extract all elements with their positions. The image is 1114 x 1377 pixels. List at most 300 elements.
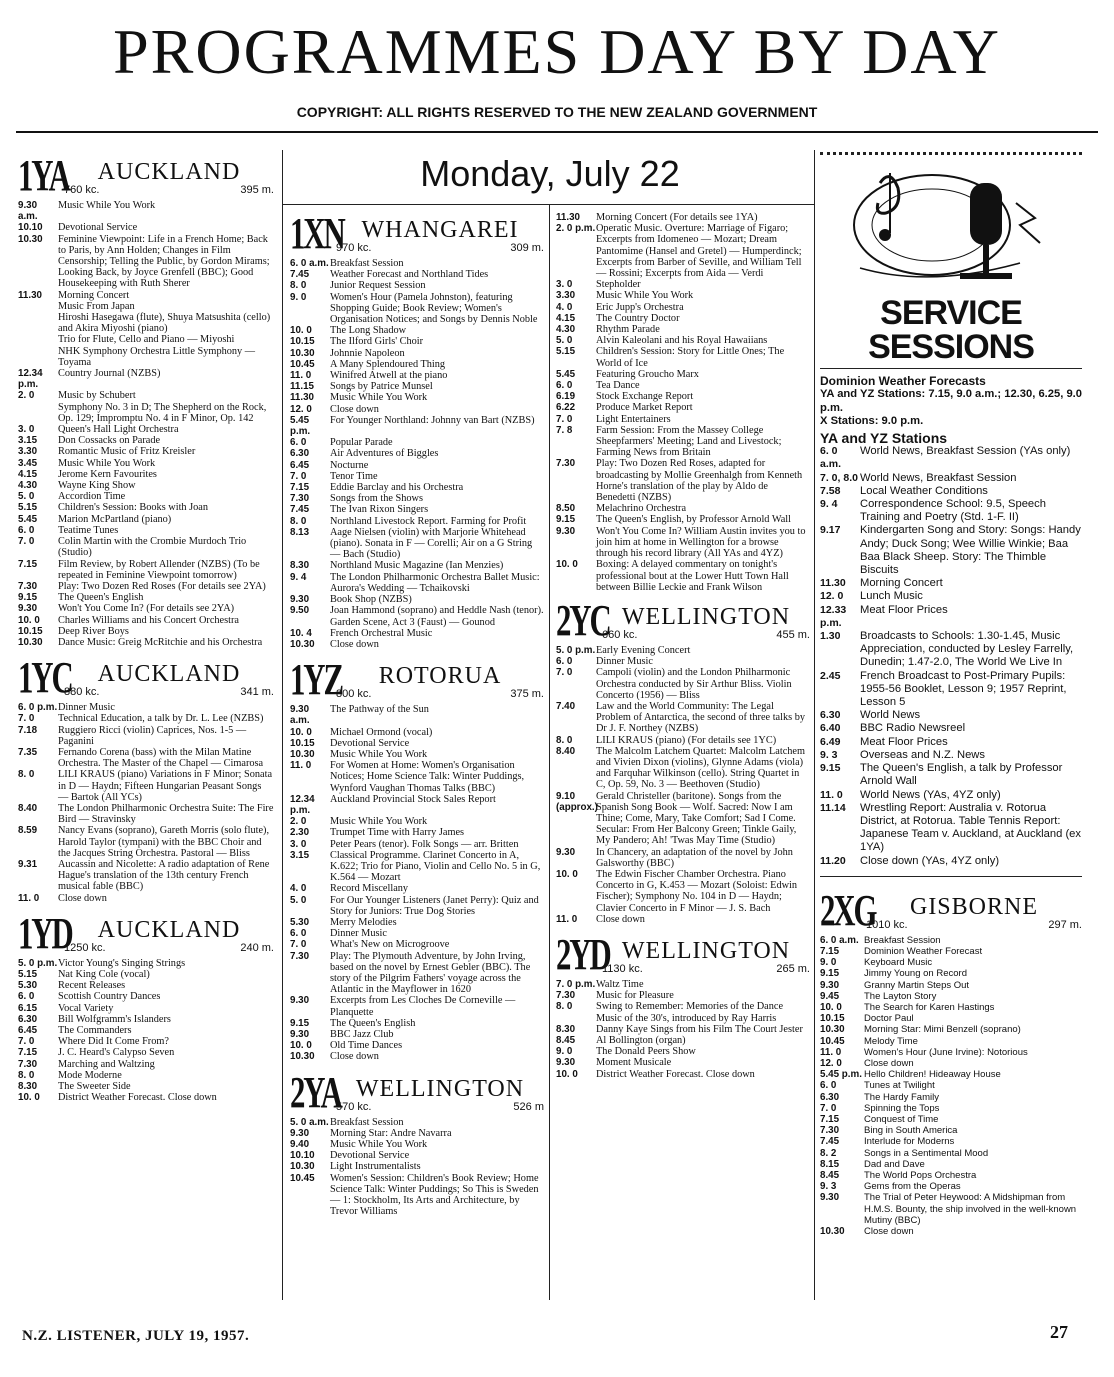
programme-title: Northland Livestock Report. Farming for Profit xyxy=(330,515,527,527)
programme-time: 8. 0 xyxy=(18,769,35,781)
programme-time: 7.58 xyxy=(820,484,841,497)
programme-time: 10.45 xyxy=(290,358,315,370)
programme-time: 7.30 xyxy=(290,493,310,505)
programme-title: Morning Concert (For details see 1YA) xyxy=(596,212,758,223)
programme-title: Bill Wolfgramm's Islanders xyxy=(58,1013,171,1025)
programme-time: 7.15 xyxy=(820,1113,840,1125)
programme-title: Air Adventures of Biggles xyxy=(330,448,439,460)
programme-list xyxy=(290,704,544,1063)
programme-time: 6.30 xyxy=(18,1013,38,1025)
programme-title: Nancy Evans (soprano), Gareth Morris (solo flute), Harold Taylor (tympani) with the BBC Choir and the Jacques String Orchestra. Pastoral — Bliss xyxy=(58,825,270,859)
programme-item xyxy=(290,482,544,493)
programme-time: 9.15 xyxy=(820,968,840,980)
programme-time: 11.14 xyxy=(820,801,846,814)
programme-item xyxy=(290,850,544,884)
programme-item xyxy=(556,335,810,346)
programme-title: Children's Session: Story for Little Ones; The World of Ice xyxy=(596,346,785,369)
programme-title: Marion McPartland (piano) xyxy=(58,513,172,525)
programme-time: 11. 0 xyxy=(820,1046,842,1058)
programme-title: Al Bollington (organ) xyxy=(596,1035,686,1046)
programme-item xyxy=(820,590,1082,603)
programme-item xyxy=(290,504,544,515)
programme-title: Close down (YAs, 4YZ only) xyxy=(860,854,1000,867)
station-name: AUCKLAND xyxy=(97,159,241,185)
programme-time: 6.45 xyxy=(18,1025,38,1036)
programme-item xyxy=(820,445,1082,471)
programme-item xyxy=(820,1181,1082,1192)
programme-time: 4. 0 xyxy=(290,883,307,895)
programme-time: 7.45 xyxy=(290,504,310,516)
day-heading: Monday, July 22 xyxy=(420,153,680,194)
programme-item xyxy=(556,369,810,380)
station-name: WELLINGTON xyxy=(621,937,791,964)
programme-time: 10. 0 xyxy=(290,325,312,337)
programme-title: The Sweeter Side xyxy=(58,1081,131,1093)
programme-item xyxy=(556,380,810,391)
programme-title: Music While You Work xyxy=(330,748,428,760)
programme-time: 8.45 xyxy=(556,1035,576,1046)
programme-title: For Women at Home: Women's Organisation Notices; Home Science Talk: Winter Puddings, Wynford Vaughan Thomas Talks (BBC) xyxy=(330,760,525,794)
programme-time: 10.30 xyxy=(820,1024,845,1036)
programme-item xyxy=(290,951,544,996)
programme-item xyxy=(290,1173,544,1218)
programme-time: 11.15 xyxy=(290,381,314,393)
programme-item xyxy=(18,747,274,769)
programme-title: District Weather Forecast. Close down xyxy=(596,1068,755,1080)
programme-time: 6.40 xyxy=(820,722,841,735)
programme-item xyxy=(556,1069,810,1080)
programme-time: 6.49 xyxy=(820,735,841,748)
programme-time: 9.45 xyxy=(820,990,840,1002)
programme-item xyxy=(820,980,1082,991)
service-sessions-title: SERVICE SESSIONS xyxy=(868,294,1034,367)
programme-item xyxy=(290,1161,544,1172)
programme-time: 5.15 xyxy=(18,502,38,514)
programme-time: 10. 0 xyxy=(290,1040,312,1052)
programme-item xyxy=(18,637,274,648)
programme-title: Morning Concert xyxy=(58,289,130,301)
programme-time: 10. 0 xyxy=(18,1092,40,1104)
programme-title: Songs in a Sentimental Mood xyxy=(864,1147,989,1159)
programme-title: Breakfast Session xyxy=(864,934,941,946)
programme-title: Lunch Music xyxy=(860,590,923,603)
programme-title: Granny Martin Steps Out xyxy=(864,979,970,991)
programme-time: 8.40 xyxy=(556,745,576,757)
programme-item xyxy=(18,1003,274,1014)
programme-item xyxy=(556,791,810,847)
programme-time: 6. 0 xyxy=(18,524,35,536)
programme-item xyxy=(820,498,1082,524)
programme-time: 7.35 xyxy=(18,746,38,758)
column-divider xyxy=(282,150,283,1300)
programme-title: J. C. Heard's Calypso Seven xyxy=(58,1047,175,1059)
programme-item xyxy=(290,292,544,326)
programme-item xyxy=(18,536,274,558)
programme-title: Book Shop (NZBS) xyxy=(330,594,412,606)
programme-time: 8. 0 xyxy=(18,1069,35,1081)
station-call: 2YC xyxy=(556,595,610,645)
programme-time: 9.30 a.m. xyxy=(18,200,38,223)
programme-time: 7.30 xyxy=(556,990,576,1002)
programme-title: Meat Floor Prices xyxy=(860,603,948,616)
programme-title: The Edwin Fischer Chamber Orchestra. Piano Concerto in G, K.453 — Mozart (Soloist: Edwin Fischer); Symphony No. 104 in D — Haydn; Clavier Concerto in F Minor — J. S. Bach xyxy=(596,868,798,914)
programme-item xyxy=(556,645,810,656)
programme-title: The Ilford Girls' Choir xyxy=(330,336,424,348)
programme-item xyxy=(290,325,544,336)
programme-title: Dinner Music xyxy=(58,702,115,714)
programme-item xyxy=(556,914,810,925)
programme-time: 12.33 p.m. xyxy=(820,603,847,629)
programme-time: 10.45 xyxy=(290,1172,315,1184)
programme-title: Scottish Country Dances xyxy=(58,991,161,1003)
programme-title: Popular Parade xyxy=(330,437,393,449)
programme-time: 9.30 xyxy=(556,525,576,537)
programme-time: 7. 0 xyxy=(18,1036,35,1048)
programme-time: 10.15 xyxy=(820,1013,845,1025)
programme-title: The Long Shadow xyxy=(330,325,407,337)
programme-time: 3. 0 xyxy=(18,424,35,436)
programme-item xyxy=(820,1136,1082,1147)
programme-title: Tenor Time xyxy=(330,470,378,482)
programme-item xyxy=(18,514,274,525)
programme-time: 7.15 xyxy=(18,558,38,570)
programme-title: Romantic Music of Fritz Kreisler xyxy=(58,446,196,458)
programme-item xyxy=(820,1226,1082,1237)
programme-title: Victor Young's Singing Strings xyxy=(58,957,186,969)
programme-item xyxy=(290,727,544,738)
programme-list xyxy=(18,958,274,1104)
programme-title: Jimmy Young on Record xyxy=(864,968,967,980)
programme-item xyxy=(556,514,810,525)
station-header-1yc xyxy=(18,653,274,703)
programme-item xyxy=(820,1047,1082,1058)
page-title: PROGRAMMES DAY BY DAY xyxy=(113,16,1001,87)
programme-time: 6. 0 a.m. xyxy=(820,934,859,946)
programme-title: The World Pops Orchestra xyxy=(864,1169,977,1181)
programme-title: Winifred Atwell at the piano xyxy=(330,370,448,382)
station-wavelength: 526 m xyxy=(513,1100,544,1113)
programme-time xyxy=(18,346,58,368)
programme-title: The Queen's English, a talk by Professor Arnold Wall xyxy=(860,762,1063,788)
programme-time: 8.50 xyxy=(556,503,576,515)
programme-item xyxy=(556,847,810,869)
programme-title: Waltz Time xyxy=(596,978,644,990)
programme-time: 10.30 xyxy=(820,1226,845,1237)
programme-time: 6. 0 a.m. xyxy=(820,445,842,471)
programme-title: Light Instrumentalists xyxy=(330,1161,421,1173)
programme-time: 9.30 xyxy=(820,979,840,991)
programme-time: 9.30 xyxy=(820,1192,840,1204)
station-header-2yc xyxy=(556,595,810,645)
programme-time: 9.30 a.m. xyxy=(290,704,310,727)
programme-time xyxy=(18,334,58,345)
programme-time: 8.40 xyxy=(18,802,38,814)
programme-title: The Search for Karen Hastings xyxy=(864,1001,995,1013)
programme-item xyxy=(18,480,274,491)
programme-title: Music While You Work xyxy=(596,290,694,302)
programme-time: 12. 0 xyxy=(820,1057,842,1069)
station-header-1yz xyxy=(290,655,544,705)
programme-item xyxy=(820,577,1082,590)
programme-time: 5.45 xyxy=(18,513,38,525)
programme-item xyxy=(290,995,544,1017)
programme-title: Swing to Remember: Memories of the Dance Music of the 30's, introduced by Ray Harris xyxy=(596,1001,784,1024)
programme-item xyxy=(18,491,274,502)
programme-item xyxy=(290,839,544,850)
programme-item xyxy=(820,736,1082,749)
programme-time: 2.30 xyxy=(290,827,310,839)
programme-item xyxy=(820,935,1082,946)
programme-time: 11.20 xyxy=(820,854,846,867)
programme-item xyxy=(18,368,274,390)
programme-time: 9. 3 xyxy=(820,1181,837,1193)
programme-item xyxy=(18,969,274,980)
programme-title: In Chancery, an adaptation of the novel by John Galsworthy (BBC) xyxy=(596,846,793,869)
programme-time: 5.30 xyxy=(290,916,310,928)
programme-time: 3.30 xyxy=(18,446,38,458)
station-header-1xn xyxy=(290,209,544,258)
programme-title: Teatime Tunes xyxy=(58,524,119,536)
programme-time: 5. 0 xyxy=(290,894,307,906)
programme-title: Local Weather Conditions xyxy=(860,484,988,497)
station-freq: 970 kc. xyxy=(336,242,372,254)
station-call: 1YC xyxy=(18,653,72,703)
programme-item xyxy=(820,1148,1082,1159)
programme-time: 11.30 xyxy=(820,577,846,590)
programme-time: 8.13 xyxy=(290,526,310,538)
programme-title: BBC Radio Newsreel xyxy=(860,722,966,735)
station-freq: 800 kc. xyxy=(336,688,372,701)
programme-title: Gems from the Operas xyxy=(864,1181,961,1193)
programme-title: Trio for Flute, Cello and Piano — Miyoshi xyxy=(58,334,235,346)
programme-time: 3.15 xyxy=(290,849,310,861)
programme-time: 5. 0 p.m. xyxy=(556,644,596,656)
programme-item xyxy=(18,1070,274,1081)
programme-time: 3. 0 xyxy=(556,279,573,291)
programme-item xyxy=(18,1092,274,1103)
programme-title: Close down xyxy=(58,892,107,904)
programme-title: World News (YAs, 4YZ only) xyxy=(860,788,1001,801)
programme-item xyxy=(556,503,810,514)
programme-item xyxy=(290,392,544,403)
programme-title: Boxing: A delayed commentary on tonight's professional bout at the Lower Hutt Town Hall between Billie Leckie and Frank Wilson xyxy=(596,559,789,593)
programme-item xyxy=(18,1081,274,1092)
programme-item xyxy=(290,1018,544,1029)
programme-title: Broadcasts to Schools: 1.30-1.45, Music Appreciation, conducted by Lesley Farrelly, Dunedin; 1.47-2.0, The World We Live In xyxy=(860,630,1074,669)
programme-title: The Hardy Family xyxy=(864,1091,939,1103)
programme-title: Symphony No. 3 in D; The Shepherd on the Rock, Op. 129; Impromptu No. 4 in F Minor, Op. 142 xyxy=(58,401,267,424)
programme-time: 7. 8 xyxy=(556,424,573,436)
programme-time: 7.40 xyxy=(556,700,576,712)
programme-time: 10. 0 xyxy=(556,559,578,571)
programme-time: 12.34 p.m. xyxy=(18,368,43,391)
programme-item xyxy=(820,485,1082,498)
station-name: WELLINGTON xyxy=(621,603,791,630)
programme-time: 9.10 (approx.) xyxy=(556,790,598,813)
programme-time: 4.30 xyxy=(556,324,576,336)
programme-time: 7.30 xyxy=(290,950,310,962)
programme-item xyxy=(290,594,544,605)
programme-time: 9. 3 xyxy=(820,748,838,761)
station-name: GISBORNE xyxy=(909,893,1038,920)
programme-title: French Orchestral Music xyxy=(330,627,433,639)
programme-time xyxy=(18,402,58,424)
programme-title: Feminine Viewpoint: Life in a French Home; Back to Paris, by Ann Holden; Changes in Film Censorship; Telling the Public, by Gordon Mirams; Looking Back, by Joyce Grenfell (BBC); Good Housekeeping with Ruth Sherer xyxy=(58,233,270,290)
programme-time: 6.45 xyxy=(290,459,310,471)
programme-title: Eric Jupp's Orchestra xyxy=(596,301,684,313)
station-wavelength: 395 m. xyxy=(240,184,274,196)
programme-title: Aage Nielsen (violin) with Marjorie Whitehead (piano). Sonata in F — Corelli; Air on a G String — Bach (Studio) xyxy=(330,526,533,561)
programme-item xyxy=(556,701,810,735)
programme-title: Dinner Music xyxy=(596,656,653,668)
programme-title: The London Philharmonic Orchestra Suite: The Fire Bird — Stravinsky xyxy=(58,802,274,826)
column-2 xyxy=(290,208,544,1217)
programme-item xyxy=(18,615,274,626)
programme-title: The Queen's English, by Professor Arnold Wall xyxy=(596,514,792,526)
station-wavelength: 455 m. xyxy=(776,628,810,641)
programme-item xyxy=(556,212,810,223)
programme-time: 10.30 xyxy=(18,636,43,648)
programme-item xyxy=(290,939,544,950)
programme-title: Old Time Dances xyxy=(330,1040,403,1052)
programme-time: 10.15 xyxy=(290,737,315,749)
programme-item xyxy=(290,493,544,504)
programme-title: Morning Star: Andre Navarra xyxy=(330,1127,452,1139)
programme-title: The Trial of Peter Heywood: A Midshipman from H.M.S. Bounty, the ship involved in the well-known Mutiny (BBC) xyxy=(864,1192,1077,1226)
programme-time: 11.30 xyxy=(18,289,42,301)
programme-item xyxy=(820,802,1082,855)
programme-item xyxy=(820,1114,1082,1125)
programme-item xyxy=(556,414,810,425)
programme-item xyxy=(290,336,544,347)
programme-time: 6.30 xyxy=(820,709,841,722)
programme-item xyxy=(290,572,544,594)
programme-item xyxy=(290,827,544,838)
programme-title: Early Evening Concert xyxy=(596,644,691,656)
programme-title: A Many Splendoured Thing xyxy=(330,358,446,370)
programme-item xyxy=(820,472,1082,485)
programme-time: 9.30 xyxy=(290,594,310,606)
programme-time: 2. 0 xyxy=(18,390,35,402)
programme-title: The Donald Peers Show xyxy=(596,1046,696,1058)
programme-title: Interlude for Moderns xyxy=(864,1136,955,1148)
programme-title: Ruggiero Ricci (violin) Caprices, Nos. 1-5 — Paganini xyxy=(58,724,247,747)
programme-item xyxy=(290,516,544,527)
programme-item xyxy=(18,1047,274,1058)
programme-title: World News, Breakfast Session xyxy=(860,471,1017,484)
station-call: 2XG xyxy=(820,885,876,935)
programme-item xyxy=(556,290,810,301)
programme-item xyxy=(290,760,544,794)
programme-item xyxy=(820,1125,1082,1136)
programme-title: Children's Session: Books with Joan xyxy=(58,502,209,514)
programme-item xyxy=(18,603,274,614)
programme-time: 6. 0 xyxy=(820,1080,837,1092)
programme-list xyxy=(290,258,544,650)
programme-item xyxy=(820,855,1082,868)
programme-item xyxy=(18,859,274,893)
programme-time: 7.30 xyxy=(820,1125,840,1137)
programme-item xyxy=(820,630,1082,670)
programme-item xyxy=(290,749,544,760)
programme-time: 8.30 xyxy=(290,560,310,572)
programme-time: 8. 2 xyxy=(820,1147,837,1159)
programme-title: Merry Melodies xyxy=(330,916,397,928)
programme-title: Play: Two Dozen Red Roses (For details see 2YA) xyxy=(58,580,266,592)
programme-time: 7.15 xyxy=(18,1047,38,1059)
programme-title: Close down xyxy=(330,638,379,650)
programme-item xyxy=(820,1103,1082,1114)
programme-time: 8. 0 xyxy=(556,734,573,746)
programme-title: World News xyxy=(860,709,921,722)
programme-item xyxy=(556,990,810,1001)
station-call: 2YD xyxy=(556,929,610,979)
programme-title: Correspondence School: 9.5, Speech Training and Poetry (Std. 1-F. II) xyxy=(860,498,1046,524)
programme-time: 10.15 xyxy=(290,336,315,348)
programme-time: 7.30 xyxy=(18,1058,38,1070)
programme-title: Accordion Time xyxy=(58,491,126,503)
programme-list xyxy=(18,702,274,904)
programme-time: 9.30 xyxy=(18,603,38,615)
programme-time: 6.15 xyxy=(18,1002,38,1014)
programme-item xyxy=(18,222,274,233)
programme-item xyxy=(18,525,274,536)
programme-time: 10.30 xyxy=(290,347,315,359)
programme-time: 5. 0 p.m. xyxy=(18,957,58,969)
programme-title: BBC Jazz Club xyxy=(330,1029,394,1040)
station-call: 1YA xyxy=(18,151,69,200)
programme-title: Close down xyxy=(864,1226,914,1237)
footer-issue: N.Z. LISTENER, JULY 19, 1957. xyxy=(22,1328,250,1344)
station-freq: 1250 kc. xyxy=(64,941,106,954)
programme-list xyxy=(556,979,810,1080)
programme-item xyxy=(556,1035,810,1046)
programme-time: 7. 0 xyxy=(290,470,307,482)
station-name: ROTORUA xyxy=(378,663,502,690)
programme-title: Conquest of Time xyxy=(864,1113,939,1125)
programme-time xyxy=(18,301,58,312)
programme-title: The Commanders xyxy=(58,1025,132,1036)
programme-time: 8.45 xyxy=(820,1169,840,1181)
programme-time: 7. 0 xyxy=(556,667,573,679)
programme-item xyxy=(290,370,544,381)
programme-item xyxy=(18,559,274,581)
programme-item xyxy=(290,928,544,939)
programme-time: 5.45 p.m. xyxy=(290,414,311,438)
station-name: WELLINGTON xyxy=(355,1075,525,1102)
programme-title: Breakfast Session xyxy=(330,1116,404,1128)
programme-item xyxy=(18,626,274,637)
programme-item xyxy=(556,735,810,746)
programme-item xyxy=(290,816,544,827)
programme-time: 6. 0 xyxy=(18,991,35,1003)
programme-time: 10. 0 xyxy=(556,868,578,880)
programme-title: Devotional Service xyxy=(58,222,138,234)
programme-title: Dance Music: Greig McRitchie and his Orchestra xyxy=(58,636,263,648)
programme-title: Women's Hour (June Irvine): Notorious xyxy=(864,1046,1028,1058)
programme-title: NHK Symphony Orchestra Little Symphony — Toyama xyxy=(58,345,256,368)
programme-time: 6. 0 xyxy=(290,437,307,449)
programme-title: Hello Children! Hideaway House xyxy=(864,1069,1001,1081)
programme-item xyxy=(556,526,810,560)
programme-item xyxy=(18,1059,274,1070)
programme-item xyxy=(820,1036,1082,1047)
programme-title: Northland Music Magazine (Ian Menzies) xyxy=(330,560,504,572)
programme-title: Devotional Service xyxy=(330,1150,410,1162)
programme-item xyxy=(290,704,544,726)
programme-item xyxy=(290,460,544,471)
programme-title: Melody Time xyxy=(864,1035,918,1047)
